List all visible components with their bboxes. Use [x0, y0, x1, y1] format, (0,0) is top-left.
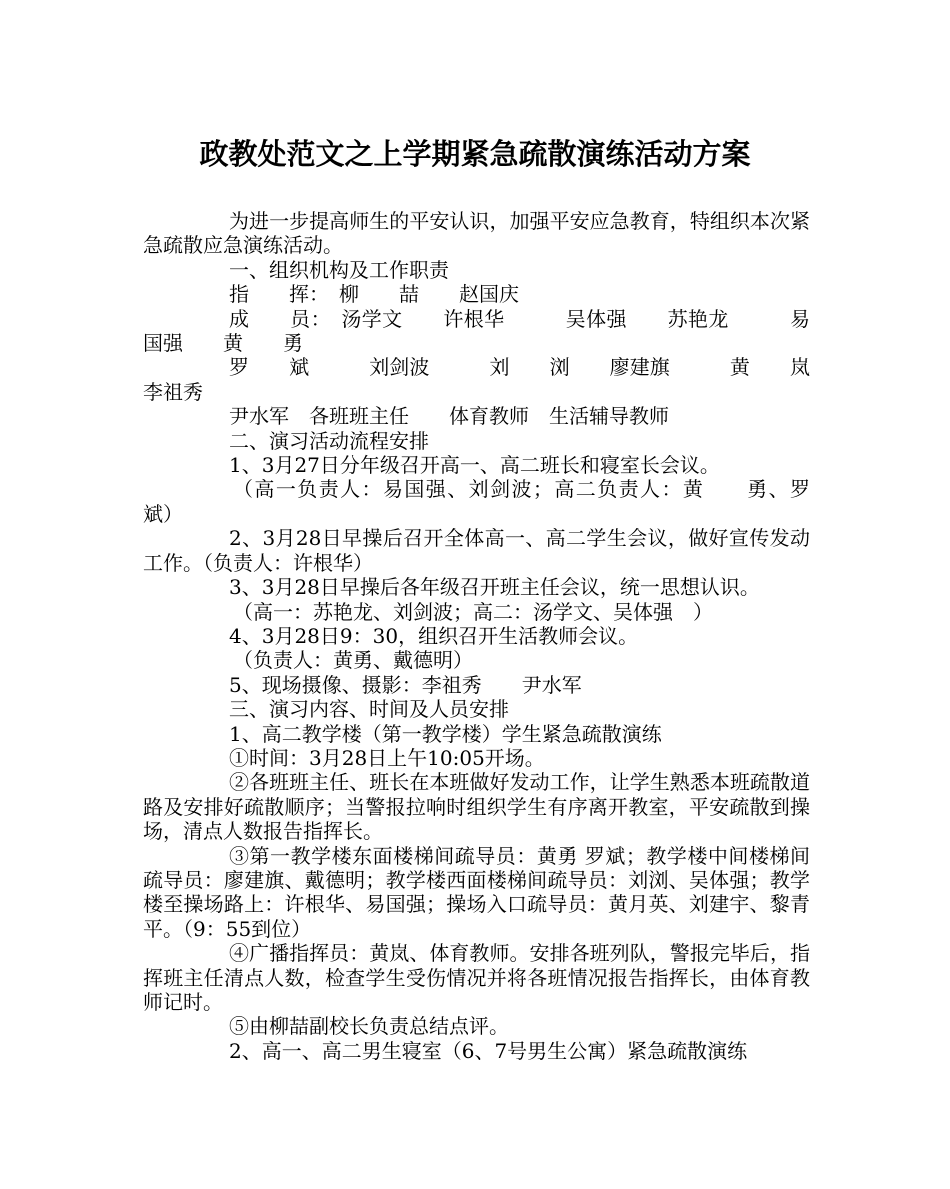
paragraph: ②各班班主任、班长在本班做好发动工作，让学生熟悉本班疏散道路及安排好疏散顺序；当警报拉响时组织学生有序离开教室，平安疏散到操场，清点人数报告指挥长。	[143, 770, 810, 844]
paragraph: 4、3月28日9：30，组织召开生活教师会议。	[229, 623, 639, 648]
document-title: 政教处范文之上学期紧急疏散演练活动方案	[199, 137, 751, 171]
paragraph: 一、组织机构及工作职责	[229, 257, 449, 282]
paragraph: 二、演习活动流程安排	[229, 428, 429, 453]
paragraph: ⑤由柳喆副校长负责总结点评。	[229, 1014, 509, 1039]
paragraph: ④广播指挥员：黄岚、体育教师。安排各班列队，警报完毕后，指挥班主任清点人数，检查学生受伤情况并将各班情况报告指挥长，由体育教师记时。	[143, 941, 810, 1014]
paragraph: 1、3月27日分年级召开高一、高二班长和寝室长会议。	[229, 453, 720, 478]
paragraph: 罗 斌 刘剑波 刘 浏 廖建旗 黄 岚 李祖秀	[143, 355, 850, 404]
paragraph: 为进一步提高师生的平安认识，加强平安应急教育，特组织本次紧急疏散应急演练活动。	[143, 209, 810, 258]
paragraph: 三、演习内容、时间及人员安排	[229, 697, 509, 722]
document-body	[143, 209, 850, 1063]
paragraph: （高一负责人：易国强、刘剑波；高二负责人：黄 勇、罗 斌）	[143, 477, 850, 526]
paragraph: 尹水军 各班班主任 体育教师 生活辅导教师	[229, 404, 669, 429]
paragraph: 成 员： 汤学文 许根华 吴体强 苏艳龙 易国强 黄 勇	[143, 306, 810, 356]
paragraph: 3、3月28日早操后各年级召开班主任会议，统一思想认识。	[229, 575, 760, 600]
paragraph: 2、高一、高二男生寝室（6、7号男生公寓）紧急疏散演练	[229, 1038, 748, 1063]
paragraph: ③第一教学楼东面楼梯间疏导员：黄勇 罗斌；教学楼中间楼梯间疏导员：廖建旗、戴德明；教学楼西面楼梯间疏导员：刘浏、吴体强；教学楼至操场路上：许根华、易国强；操场入口疏导员：黄月英、刘建宇、黎青平。（9：55到位）	[143, 843, 810, 941]
paragraph: 指 挥： 柳 喆 赵国庆	[229, 282, 519, 307]
paragraph: 1、高二教学楼（第一教学楼）学生紧急疏散演练	[229, 721, 662, 746]
paragraph: （负责人：黄勇、戴德明）	[233, 648, 473, 673]
paragraph: ①时间：3月28日上午10:05开场。	[229, 745, 545, 770]
paragraph: （高一：苏艳龙、刘剑波；高二：汤学文、吴体强 ）	[233, 599, 713, 624]
paragraph: 2、3月28日早操后召开全体高一、高二学生会议，做好宣传发动工作。（负责人：许根华）	[143, 526, 810, 575]
paragraph: 5、现场摄像、摄影：李祖秀 尹水军	[229, 672, 582, 697]
